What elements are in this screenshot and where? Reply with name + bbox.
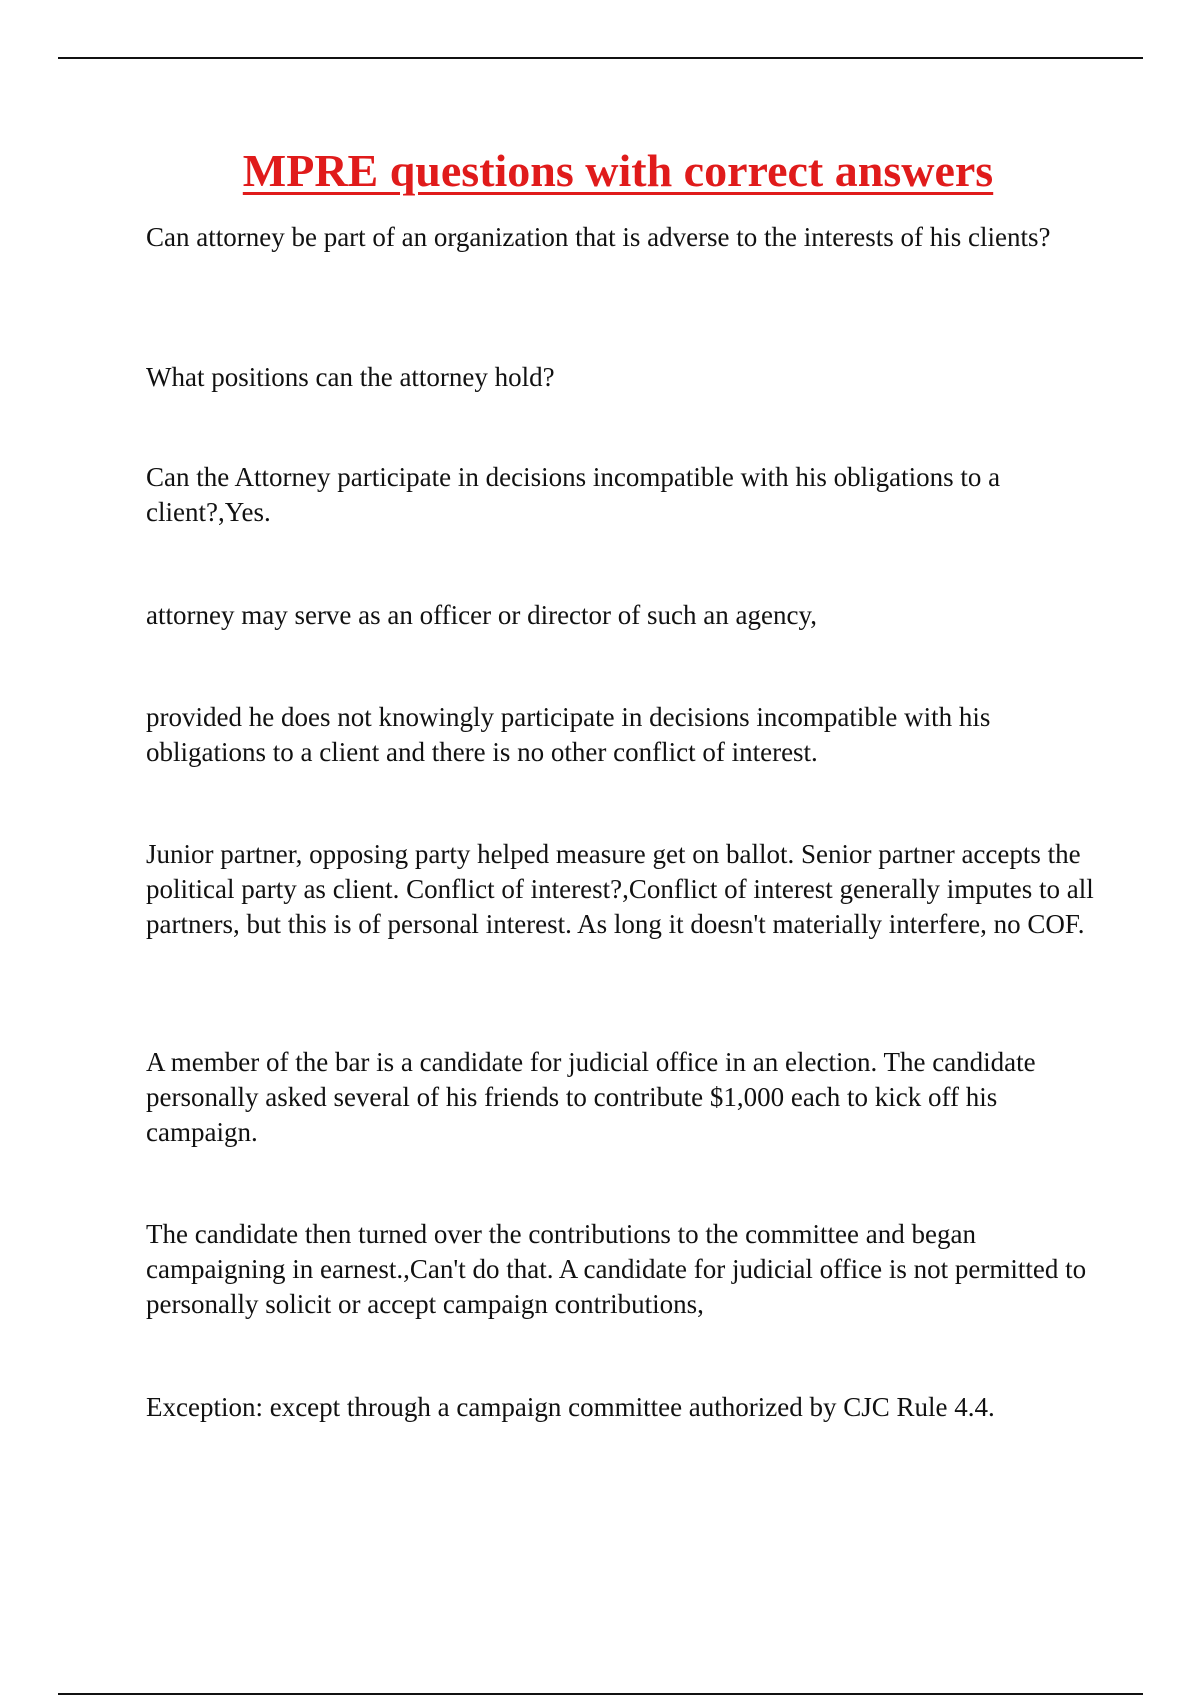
paragraph-1: Can attorney be part of an organization that is adverse to the interests of his clients? [146,222,1051,252]
paragraph-7: A member of the bar is a candidate for judicial office in an election. The candidate personally asked several of his friends to contribute $1,000 each to kick off his campaign. [146,1047,1036,1147]
paragraph-8: The candidate then turned over the contributions to the committee and began campaigning in earnest.,Can't do that. A candidate for judicial office is not permitted to personally solicit or accept campaign contributions, [146,1219,1087,1319]
paragraph-9: Exception: except through a campaign committee authorized by CJC Rule 4.4. [146,1392,995,1422]
page-title: MPRE questions with correct answers [242,145,994,196]
top-rule [58,57,1143,59]
paragraph-3: Can the Attorney participate in decisions incompatible with his obligations to a client?,Yes. [146,462,1001,527]
paragraph-5: provided he does not knowingly participate in decisions incompatible with his obligations to a client and there is no other conflict of interest. [146,702,991,767]
paragraph-2: What positions can the attorney hold? [146,362,555,392]
paragraph-6: Junior partner, opposing party helped measure get on ballot. Senior partner accepts the political party as client. Conflict of interest?,Conflict of interest generally imputes to all partners, but this is of personal interest. As long it doesn't materially interfere, no COF. [146,839,1094,939]
bottom-rule [58,1693,1143,1695]
paragraph-4: attorney may serve as an officer or director of such an agency, [146,600,817,630]
